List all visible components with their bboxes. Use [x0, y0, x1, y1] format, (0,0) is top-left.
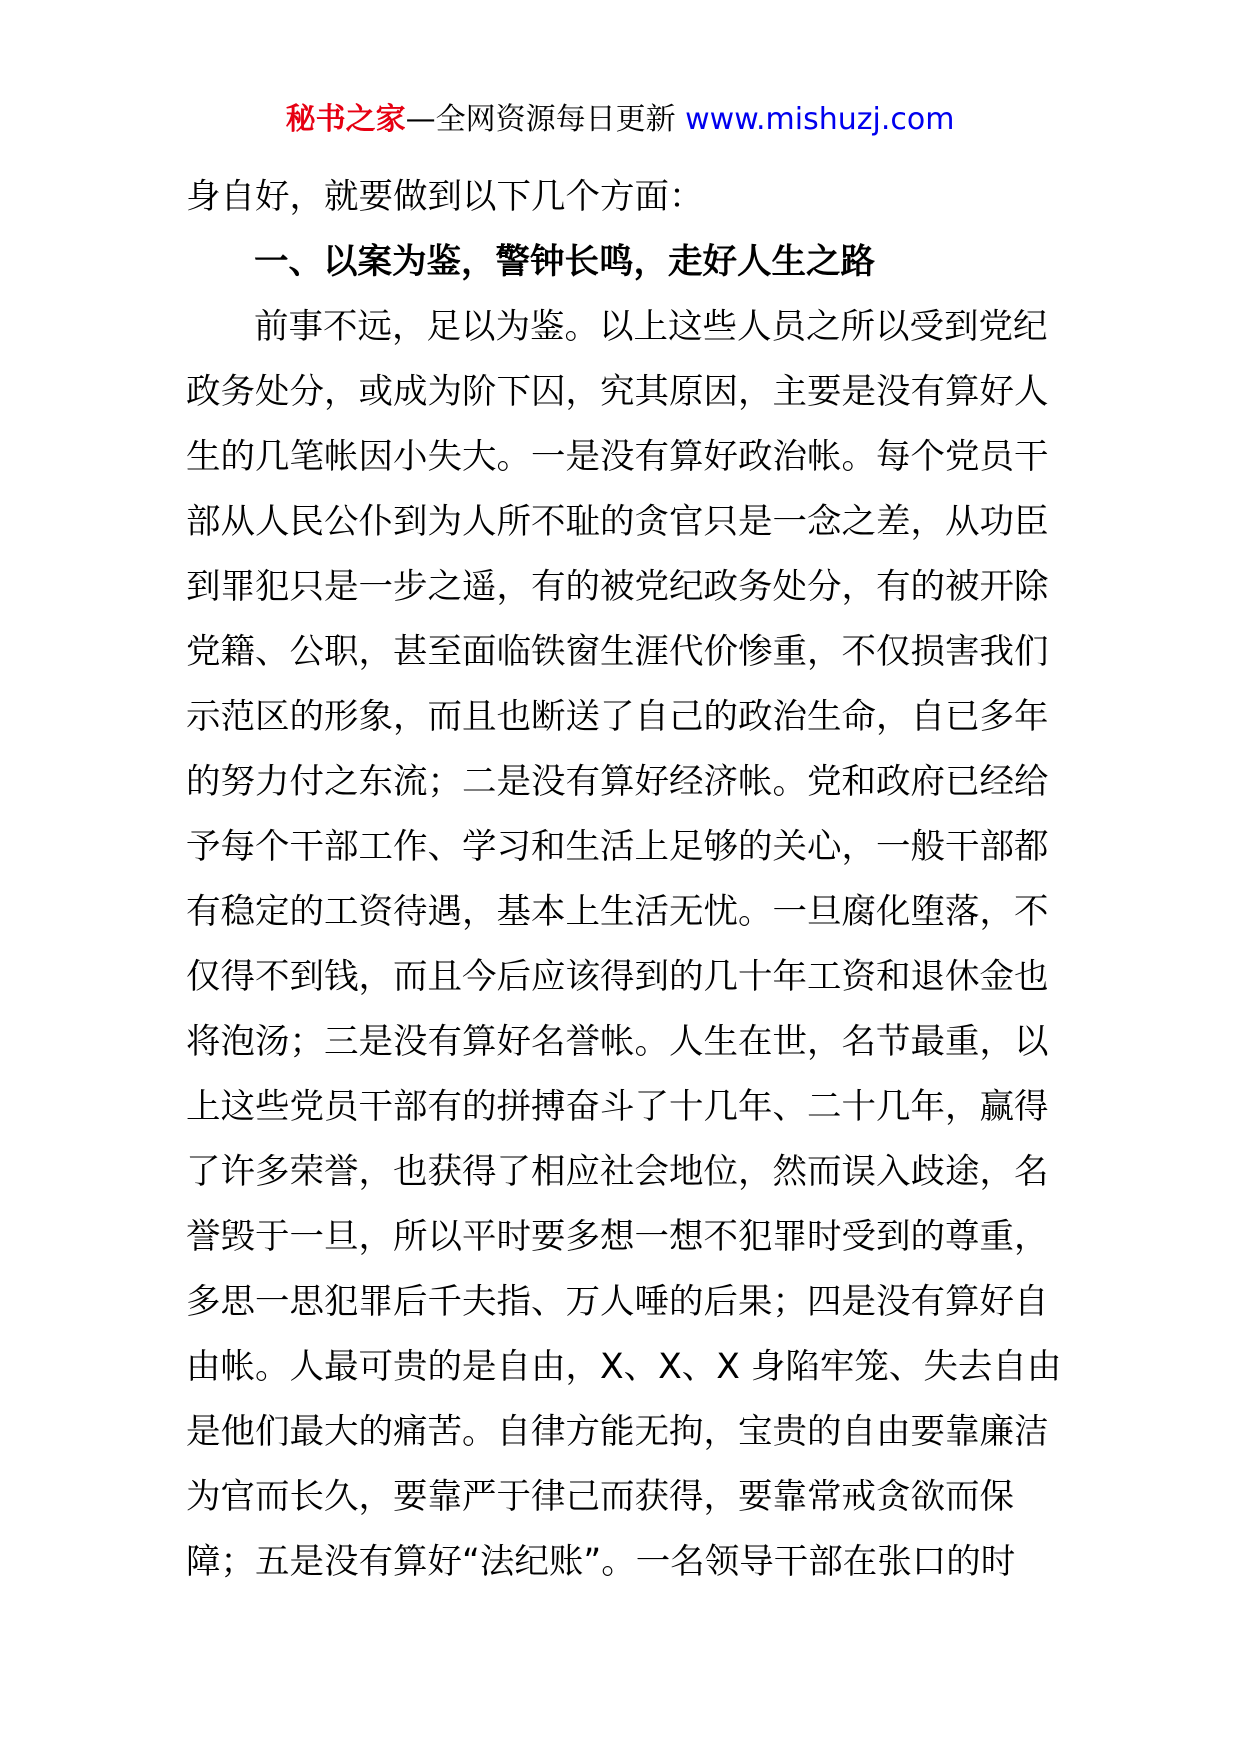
- text-line: 为官而长久，要靠严于律己而获得，要靠常戒贪欲而保: [186, 1477, 1014, 1517]
- section-heading: 一、以案为鉴，警钟长鸣，走好人生之路: [254, 242, 875, 282]
- text-line: 多思一思犯罪后千夫指、万人唾的后果；四是没有算好自: [186, 1282, 1049, 1322]
- text-line: 有稳定的工资待遇，基本上生活无忧。一旦腐化堕落，不: [186, 892, 1049, 932]
- text-line: 部从人民公仆到为人所不耻的贪官只是一念之差，从功臣: [186, 502, 1049, 542]
- site-header: [0, 98, 1240, 142]
- text-line: 政务处分，或成为阶下囚，究其原因，主要是没有算好人: [186, 372, 1049, 412]
- header-tagline: —全网资源每日更新: [405, 102, 686, 137]
- text-line: 的努力付之东流；二是没有算好经济帐。党和政府已经给: [186, 762, 1049, 802]
- text-line: 障；五是没有算好“法纪账”。一名领导干部在张口的时: [186, 1542, 1016, 1582]
- text-line: 上这些党员干部有的拼搏奋斗了十几年、二十几年，赢得: [186, 1087, 1049, 1127]
- text-line: 生的几笔帐因小失大。一是没有算好政治帐。每个党员干: [186, 437, 1049, 477]
- text-line: 由帐。人最可贵的是自由，X、X、X 身陷牢笼、失去自由: [186, 1347, 1062, 1387]
- text-line: 党籍、公职，甚至面临铁窗生涯代价惨重，不仅损害我们: [186, 632, 1049, 672]
- text-line: 示范区的形象，而且也断送了自己的政治生命，自已多年: [186, 697, 1049, 737]
- text-line: 将泡汤；三是没有算好名誉帐。人生在世，名节最重，以: [186, 1022, 1049, 1062]
- document-body: [186, 165, 1062, 1595]
- text-line: 是他们最大的痛苦。自律方能无拘，宝贵的自由要靠廉洁: [186, 1412, 1049, 1452]
- paragraph-first-line: 前事不远，足以为鉴。以上这些人员之所以受到党纪: [254, 307, 1048, 347]
- brand-name: 秘书之家: [285, 102, 406, 137]
- text-line: 仅得不到钱，而且今后应该得到的几十年工资和退休金也: [186, 957, 1049, 997]
- text-line: 到罪犯只是一步之遥，有的被党纪政务处分，有的被开除: [186, 567, 1049, 607]
- text-line: 予每个干部工作、学习和生活上足够的关心，一般干部都: [186, 827, 1049, 867]
- text-line: 誉毁于一旦，所以平时要多想一想不犯罪时受到的尊重，: [186, 1217, 1049, 1257]
- text-line: 了许多荣誉，也获得了相应社会地位，然而误入歧途，名: [186, 1152, 1049, 1192]
- site-url-link[interactable]: www.mishuzj.com: [685, 102, 955, 137]
- text-line: 身自好，就要做到以下几个方面：: [186, 177, 704, 217]
